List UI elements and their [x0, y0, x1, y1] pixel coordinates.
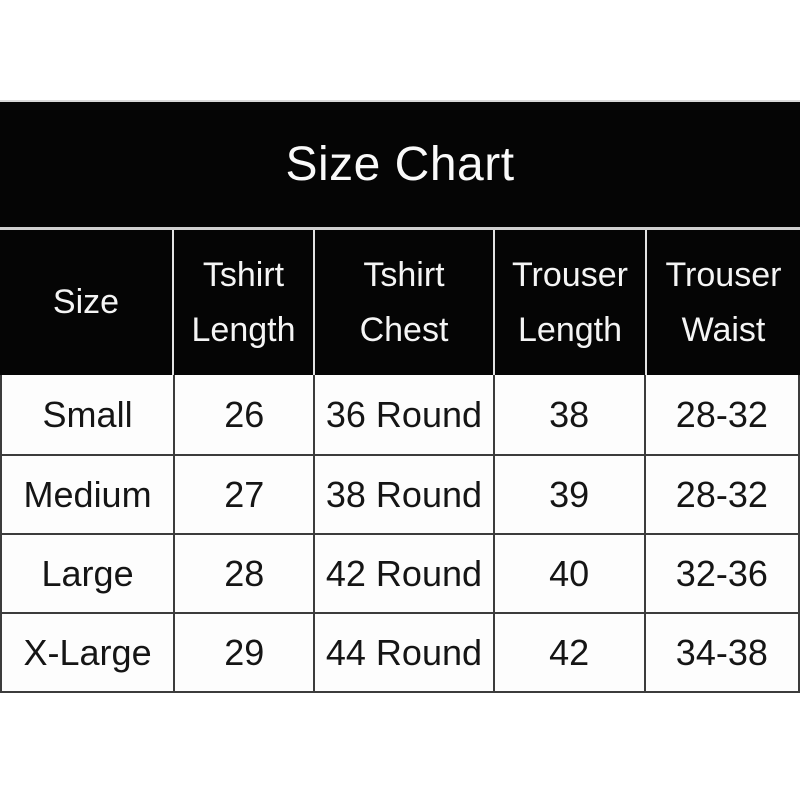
trouser-waist-cell: 32-36: [644, 535, 798, 612]
tshirt-chest-cell: 38 Round: [313, 456, 492, 533]
header-label-line: Tshirt: [202, 256, 285, 295]
table-body: [0, 375, 800, 693]
header-label-line: Chest: [359, 310, 449, 349]
trouser-length-cell: 38: [493, 375, 644, 454]
header-cell-trouser-waist: [645, 230, 800, 375]
size-cell: Medium: [23, 473, 152, 515]
header-label-line: Trouser: [512, 256, 628, 295]
header-label-line: Waist: [681, 310, 766, 349]
size-cell: Small: [42, 393, 133, 435]
table-row: [2, 375, 798, 454]
table-row: [2, 454, 798, 533]
header-label-line: Length: [191, 310, 296, 349]
header-label-line: Size: [52, 283, 120, 322]
chart-title: Size Chart: [285, 138, 515, 191]
tshirt-length-cell: 29: [173, 614, 313, 691]
trouser-waist-cell: 28-32: [644, 456, 798, 533]
tshirt-chest-cell: 42 Round: [313, 535, 492, 612]
table-row: [2, 612, 798, 691]
header-label-line: Trouser: [665, 256, 782, 295]
trouser-length-cell: 40: [493, 535, 644, 612]
tshirt-length-cell: 26: [173, 375, 313, 454]
size-cell: X-Large: [23, 631, 152, 673]
header-cell-tshirt-chest: [313, 230, 493, 375]
tshirt-chest-cell: 36 Round: [313, 375, 492, 454]
trouser-length-cell: 39: [493, 456, 644, 533]
header-cell-tshirt-length: [172, 230, 313, 375]
header-label-line: Tshirt: [363, 256, 445, 295]
header-label-line: Length: [518, 310, 622, 349]
title-band: [0, 100, 800, 230]
table-row: [2, 533, 798, 612]
trouser-waist-cell: 28-32: [644, 375, 798, 454]
trouser-length-cell: 42: [493, 614, 644, 691]
tshirt-length-cell: 28: [173, 535, 313, 612]
size-chart-table: [0, 100, 800, 693]
tshirt-length-cell: 27: [173, 456, 313, 533]
header-cell-trouser-length: [493, 230, 645, 375]
header-cell-size: [0, 230, 172, 375]
tshirt-chest-cell: 44 Round: [313, 614, 492, 691]
size-cell: Large: [41, 552, 134, 594]
table-header-row: [0, 230, 800, 375]
trouser-waist-cell: 34-38: [644, 614, 798, 691]
